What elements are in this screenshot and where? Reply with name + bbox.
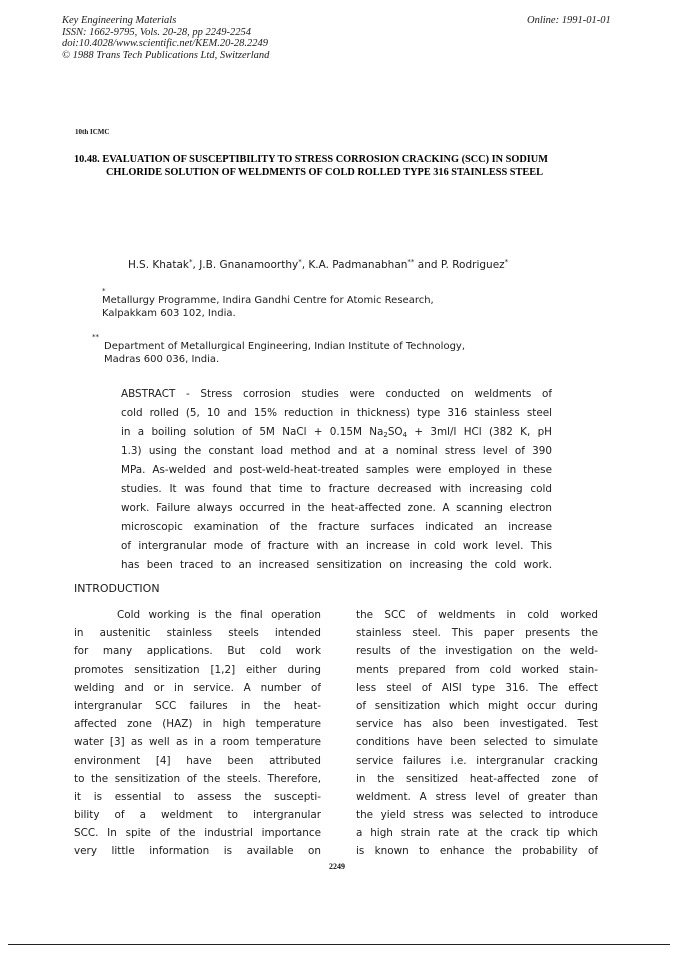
abstract-line: cold rolled (5, 10 and 15% reduction in thickness) type 316 stainless steel <box>121 407 552 419</box>
paragraph-line: Cold working is the final operation <box>117 609 321 621</box>
author-khatak: H.S. Khatak <box>128 259 189 271</box>
paragraph-line: service failures i.e. intergranular cracking <box>356 754 598 767</box>
abstract-line: ABSTRACT - Stress corrosion studies were conducted on weldments of <box>121 388 552 400</box>
subscript: 4 <box>402 431 408 439</box>
paragraph-line: conditions have been selected to simulate <box>356 736 598 749</box>
affiliation-line: Metallurgy Programme, Indira Gandhi Centre for Atomic Research, <box>102 295 434 306</box>
online-date: Online: 1991-01-01 <box>527 15 611 26</box>
page-number: 2249 <box>329 862 345 871</box>
affiliation-mark: * <box>102 287 106 295</box>
paper-title-line2: CHLORIDE SOLUTION OF WELDMENTS OF COLD ROLLED TYPE 316 STAINLESS STEEL <box>106 167 543 178</box>
issn-line: ISSN: 1662-9795, Vols. 20-28, pp 2249-2254 <box>62 26 251 38</box>
copyright-line: © 1988 Trans Tech Publications Ltd, Switzerland <box>62 49 270 61</box>
paragraph-line: the yield stress was selected to introduce <box>356 809 598 822</box>
paragraph-line: ments prepared from cold worked stain- <box>356 663 598 676</box>
author-separator: , <box>301 259 306 271</box>
page-bottom-rule <box>8 944 670 945</box>
paragraph-line: a high strain rate at the crack tip which <box>356 827 598 840</box>
paragraph-line: it is essential to assess the suscepti- <box>74 790 321 803</box>
abstract <box>121 385 552 575</box>
abstract-line <box>121 423 552 442</box>
paragraph-line: weldment. A stress level of greater than <box>356 790 598 803</box>
paper-title-line1 <box>74 154 548 166</box>
author-rodriguez: and P. Rodriguez <box>417 259 505 271</box>
paragraph-line: bility of a weldment to intergranular <box>74 809 321 822</box>
author-mark: ** <box>407 258 415 266</box>
affiliation-line: Madras 600 036, India. <box>104 354 220 365</box>
doi-line: doi:10.4028/www.scientific.net/KEM.20-28.2249 <box>62 38 268 49</box>
abstract-line: has been traced to an increased sensitization on increasing the cold work. <box>121 559 552 571</box>
paragraph-line: service has also been investigated. Test <box>356 718 598 731</box>
paragraph-line: SCC. In spite of the industrial importance <box>74 827 321 840</box>
paragraph-line: of sensitization which might occur during <box>356 699 598 712</box>
paragraph-line: promotes sensitization [1,2] either during <box>74 663 321 676</box>
paragraph-line: to the sensitization of the steels. Therefore, <box>74 772 321 785</box>
abstract-line: studies. It was found that time to fracture decreased with increasing cold <box>121 483 552 495</box>
affiliation-1 <box>102 288 434 320</box>
paragraph-line: is known to enhance the probability of <box>356 845 598 858</box>
conference-tag: 10th ICMC <box>75 128 110 136</box>
section-heading-introduction: INTRODUCTION <box>74 582 160 595</box>
paragraph-line: environment [4] have been attributed <box>74 754 321 767</box>
abstract-text: SO <box>387 426 403 438</box>
abstract-text: + 3ml/l HCl (382 K, pH <box>407 426 552 438</box>
section-number: 10.48. <box>74 154 100 165</box>
affiliation-mark: ** <box>92 333 99 341</box>
paragraph-line: very little information is available on <box>74 845 321 858</box>
paragraph-line: intergranular SCC failures in the heat- <box>74 699 321 712</box>
author-padmanabhan: K.A. Padmanabhan <box>308 259 408 271</box>
paragraph-line: less steel of AISI type 316. The effect <box>356 681 598 694</box>
paragraph-line: for many applications. But cold work <box>74 645 321 658</box>
abstract-line: work. Failure always occurred in the heat-affected zone. A scanning electron <box>121 502 552 514</box>
paragraph-line: in austenitic stainless steels intended <box>74 627 321 640</box>
author-mark: * <box>298 258 302 266</box>
author-list <box>128 259 508 271</box>
title-text-1: EVALUATION OF SUSCEPTIBILITY TO STRESS CORROSION CRACKING (SCC) IN SODIUM <box>102 154 548 165</box>
paragraph-line: stainless steel. This paper presents the <box>356 627 598 640</box>
paragraph-line: the SCC of weldments in cold worked <box>356 609 598 621</box>
journal-name: Key Engineering Materials <box>62 15 177 26</box>
left-column <box>74 606 321 861</box>
abstract-text: in a boiling solution of 5M NaCl + 0.15M Na <box>121 426 384 438</box>
abstract-line: microscopic examination of the fracture surfaces indicated an increase <box>121 521 552 533</box>
paragraph-line: results of the investigation on the weld- <box>356 645 598 658</box>
abstract-line: of intergranular mode of fracture with an increase in cold work level. This <box>121 540 552 552</box>
subscript: 2 <box>383 431 388 439</box>
paragraph-line: water [3] as well as in a room temperature <box>74 736 321 749</box>
paragraph-line: in the sensitized heat-affected zone of <box>356 772 598 785</box>
affiliation-line: Department of Metallurgical Engineering, Indian Institute of Technology, <box>104 341 466 352</box>
paragraph-line: affected zone (HAZ) in high temperature <box>74 718 321 731</box>
abstract-line: 1.3) using the constant load method and at a nominal stress level of 390 <box>121 445 552 457</box>
author-separator: , <box>192 259 196 271</box>
author-gnanamoorthy: J.B. Gnanamoorthy <box>199 259 299 271</box>
affiliation-2 <box>92 334 465 366</box>
abstract-line: MPa. As-welded and post-weld-heat-treated samples were employed in these <box>121 464 552 476</box>
author-mark: * <box>504 258 509 266</box>
right-column <box>356 606 598 861</box>
author-mark: * <box>189 258 193 266</box>
affiliation-line: Kalpakkam 603 102, India. <box>102 308 236 319</box>
paragraph-line: welding and or in service. A number of <box>74 681 321 694</box>
